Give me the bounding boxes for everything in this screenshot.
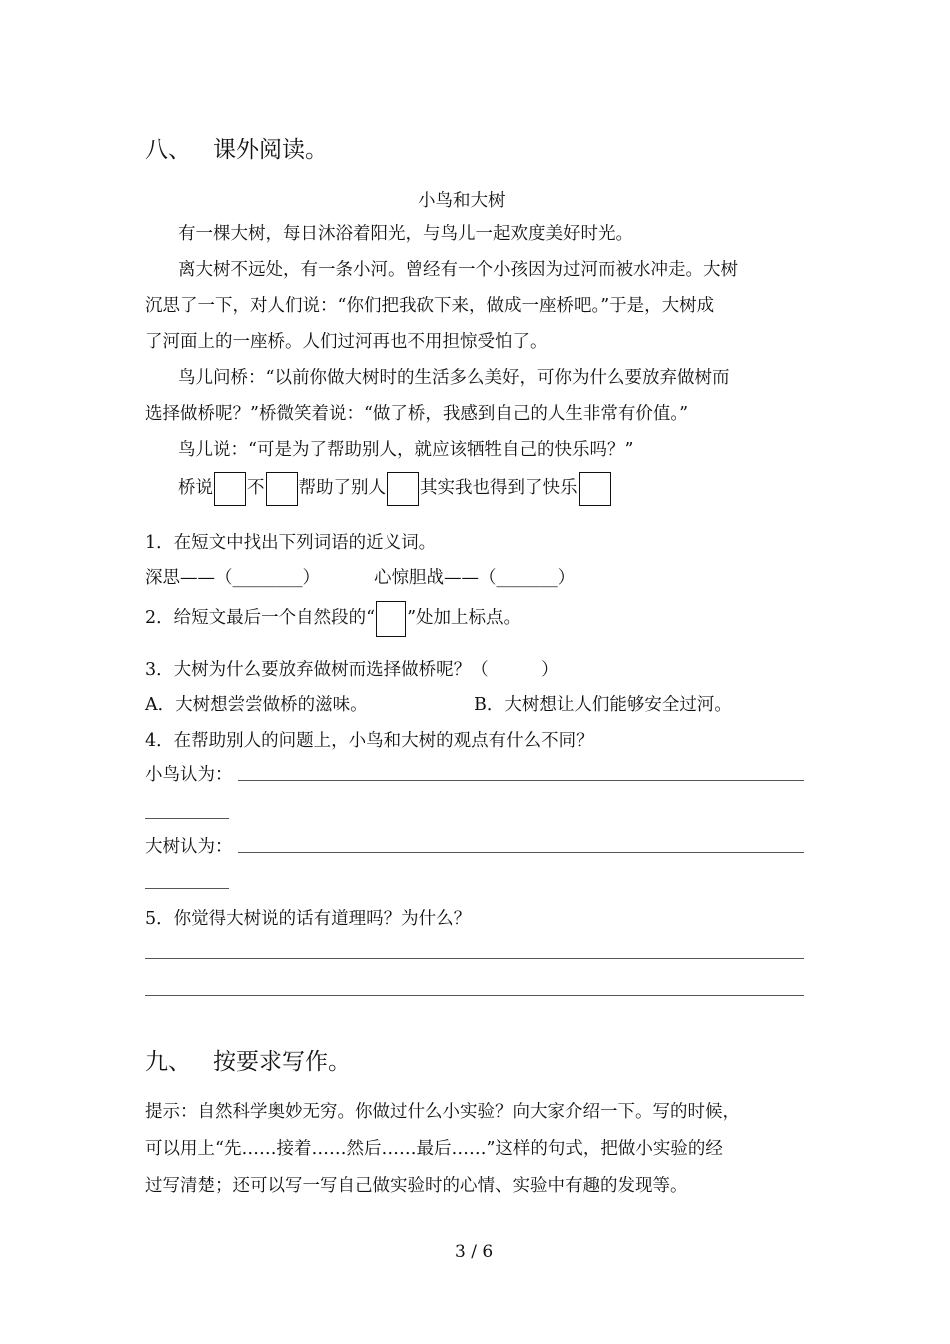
section-8-number: 八、 (145, 137, 191, 163)
question-1-blank-a[interactable]: 深思——（________） (145, 568, 320, 588)
question-5-answer-line-2[interactable] (145, 995, 804, 996)
section-9-number: 九、 (145, 1049, 191, 1075)
question-3-option-a[interactable]: A．大树想尝尝做桥的滋味。 (145, 695, 368, 715)
page-number: 3 / 6 (455, 1242, 494, 1262)
story-paragraph-2-line-2: 沉思了一下，对人们说：“你们把我砍下来，做成一座桥吧。”于是，大树成 (145, 296, 715, 316)
story-paragraph-1: 有一棵大树，每日沐浴着阳光，与鸟儿一起欢度美好时光。 (178, 224, 633, 244)
last-line-part-1: 桥说 (178, 478, 213, 498)
punctuation-box-4[interactable] (579, 472, 611, 506)
section-8-title: 课外阅读。 (213, 137, 328, 163)
question-4-tree-answer-line[interactable] (238, 852, 804, 853)
question-4-bird-answer-line-2[interactable] (145, 818, 229, 819)
writing-prompt-line-2: 可以用上“先……接着……然后……最后……”这样的句式，把做小实验的经 (145, 1139, 723, 1159)
writing-prompt-line-3: 过写清楚；还可以写一写自己做实验时的心情、实验中有趣的发现等。 (145, 1176, 688, 1196)
section-9-heading (145, 1043, 351, 1076)
question-5-answer-line-1[interactable] (145, 958, 804, 959)
question-3-option-b[interactable]: B．大树想让人们能够安全过河。 (474, 695, 732, 715)
question-4: 4．在帮助别人的问题上，小鸟和大树的观点有什么不同？ (145, 731, 594, 751)
question-4-bird-label: 小鸟认为： (145, 765, 233, 785)
question-2-box[interactable] (376, 601, 406, 637)
question-5: 5．你觉得大树说的话有道理吗？为什么？ (145, 909, 472, 929)
punctuation-box-1[interactable] (214, 472, 246, 506)
punctuation-box-2[interactable] (266, 472, 298, 506)
punctuation-box-3[interactable] (387, 472, 419, 506)
question-2-text-pre: 2．给短文最后一个自然段的“ (145, 608, 376, 628)
story-paragraph-2-line-3: 了河面上的一座桥。人们过河再也不用担惊受怕了。 (145, 332, 548, 352)
section-9-title: 按要求写作。 (213, 1049, 351, 1075)
section-8-heading (145, 131, 328, 164)
last-line-part-2: 不 (247, 478, 265, 498)
question-4-bird-answer-line[interactable] (238, 780, 804, 781)
question-4-tree-answer-line-2[interactable] (145, 888, 229, 889)
writing-prompt-line-1: 提示：自然科学奥妙无穷。你做过什么小实验？向大家介绍一下。写的时候， (145, 1102, 740, 1122)
question-4-tree-label: 大树认为： (145, 837, 233, 857)
last-line-part-3: 帮助了别人 (298, 478, 386, 498)
question-3: 3．大树为什么要放弃做树而选择做桥呢？（ ） (145, 660, 559, 680)
story-title: 小鸟和大树 (418, 191, 506, 211)
story-paragraph-2-line-1: 离大树不远处，有一条小河。曾经有一个小孩因为过河而被水冲走。大树 (178, 260, 738, 280)
story-paragraph-3-line-1: 鸟儿问桥：“以前你做大树时的生活多么美好，可你为什么要放弃做树而 (178, 368, 730, 388)
question-2 (145, 598, 521, 638)
question-1: 1．在短文中找出下列词语的近义词。 (145, 533, 437, 553)
story-last-line (178, 469, 612, 507)
question-1-blank-b[interactable]: 心惊胆战——（_______） (374, 568, 576, 588)
question-2-text-post: ”处加上标点。 (407, 608, 522, 628)
last-line-part-4: 其实我也得到了快乐 (420, 478, 578, 498)
story-paragraph-4: 鸟儿说：“可是为了帮助别人，就应该牺牲自己的快乐吗？” (178, 440, 634, 460)
story-paragraph-3-line-2: 选择做桥呢？”桥微笑着说：“做了桥，我感到自己的人生非常有价值。” (145, 404, 689, 424)
